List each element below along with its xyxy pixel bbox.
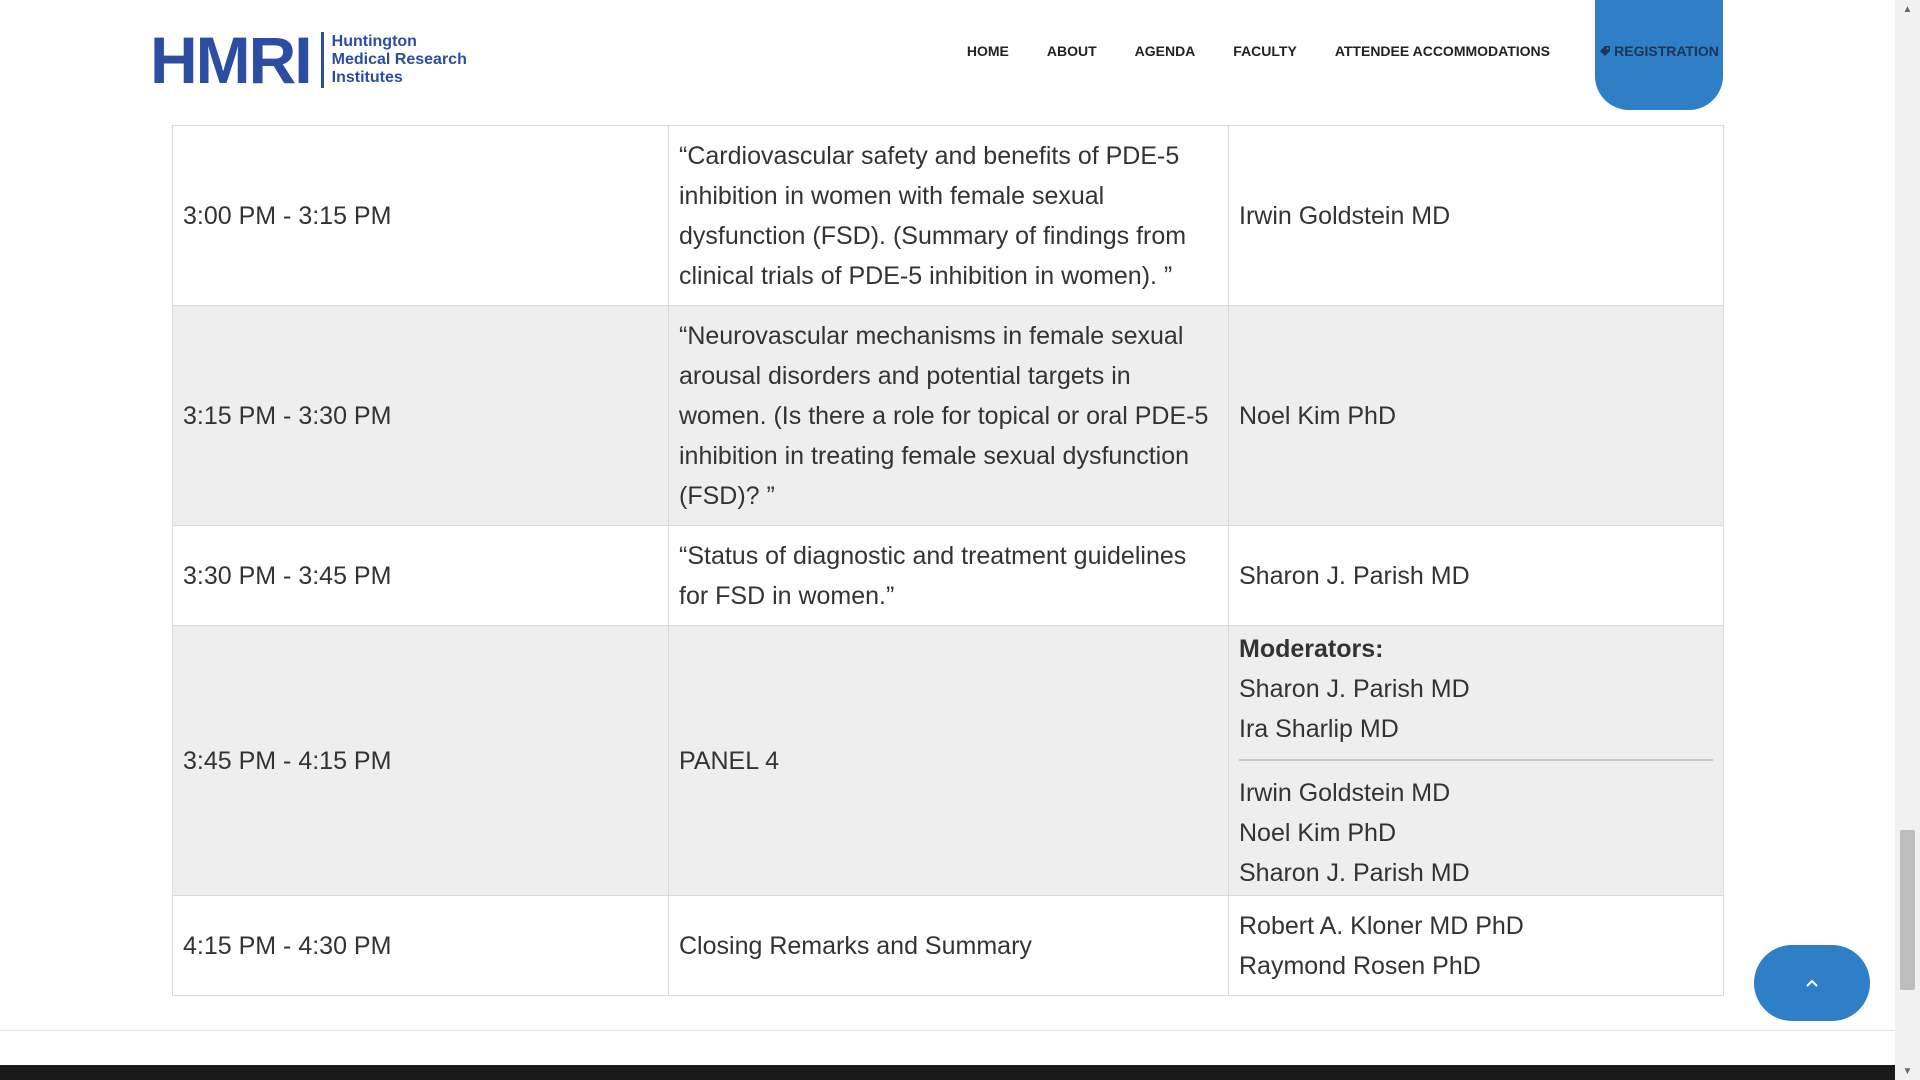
- session-time: 3:30 PM - 3:45 PM: [173, 526, 669, 626]
- session-time: 3:15 PM - 3:30 PM: [173, 306, 669, 526]
- agenda-table-wrapper: [172, 125, 1723, 996]
- back-to-top-button[interactable]: [1754, 945, 1870, 1021]
- scroll-down-arrow-icon[interactable]: ▼: [1902, 1065, 1913, 1077]
- logo-mark: HMRI: [150, 23, 311, 97]
- site-header: [0, 0, 1895, 125]
- moderators-heading: Moderators:: [1239, 634, 1384, 663]
- session-time: 4:15 PM - 4:30 PM: [173, 896, 669, 996]
- scrollbar-thumb[interactable]: [1900, 830, 1915, 990]
- registration-button-content: [1599, 43, 1719, 59]
- table-row: [173, 306, 1724, 526]
- panel-speakers: [1229, 626, 1724, 896]
- session-speaker: Irwin Goldstein MD: [1229, 126, 1724, 306]
- chevron-up-icon: [1805, 978, 1819, 988]
- nav-home[interactable]: HOME: [966, 43, 1009, 59]
- session-topic: Closing Remarks and Summary: [669, 896, 1229, 996]
- session-topic: “Status of diagnostic and treatment guidelines for FSD in women.”: [669, 526, 1229, 626]
- hmri-logo[interactable]: [150, 23, 467, 97]
- session-speaker: Noel Kim PhD: [1229, 306, 1724, 526]
- logo-divider: [321, 32, 324, 88]
- nav-faculty[interactable]: FACULTY: [1233, 43, 1297, 59]
- session-speaker: Sharon J. Parish MD: [1229, 526, 1724, 626]
- moderator-name: Sharon J. Parish MD: [1239, 674, 1470, 703]
- table-row: [173, 126, 1724, 306]
- panelist-name: Sharon J. Parish MD: [1239, 858, 1470, 887]
- agenda-table: [172, 125, 1724, 996]
- registration-label: REGISTRATION: [1614, 43, 1719, 59]
- content-divider: [0, 1030, 1895, 1031]
- nav-agenda[interactable]: AGENDA: [1134, 43, 1196, 59]
- table-row: [173, 526, 1724, 626]
- nav-attendee-accommodations[interactable]: ATTENDEE ACCOMMODATIONS: [1334, 43, 1550, 59]
- table-row: [173, 896, 1724, 996]
- logo-text: [332, 33, 467, 87]
- logo-line-1: Huntington: [331, 33, 417, 50]
- page-scrollbar[interactable]: [1895, 0, 1920, 1080]
- session-time: 3:00 PM - 3:15 PM: [173, 126, 669, 306]
- tag-icon: [1599, 45, 1611, 57]
- session-topic: “Cardiovascular safety and benefits of PDE-5 inhibition in women with female sexual dysfunction (FSD). (Summary of findings from clinical trials of PDE-5 inhibition in women). ”: [669, 126, 1229, 306]
- nav-about[interactable]: ABOUT: [1046, 43, 1097, 59]
- session-speakers: [1229, 896, 1724, 996]
- table-row: [173, 626, 1724, 896]
- moderators-divider: [1239, 759, 1713, 761]
- main-nav: [948, 42, 1569, 60]
- registration-button[interactable]: [1595, 0, 1723, 110]
- panelist-name: Irwin Goldstein MD: [1239, 778, 1451, 807]
- scroll-up-arrow-icon[interactable]: ▲: [1902, 3, 1913, 15]
- logo-line-3: Institutes: [331, 69, 403, 86]
- speaker-name: Robert A. Kloner MD PhD: [1239, 911, 1524, 940]
- session-topic: PANEL 4: [669, 626, 1229, 896]
- footer-bar: [0, 1065, 1895, 1080]
- speaker-name: Raymond Rosen PhD: [1239, 951, 1481, 980]
- logo-line-2: Medical Research: [331, 51, 467, 68]
- session-topic: “Neurovascular mechanisms in female sexual arousal disorders and potential targets in women. (Is there a role for topical or oral PDE-5 inhibition in treating female sexual dysfunction (FSD)? ”: [669, 306, 1229, 526]
- moderator-name: Ira Sharlip MD: [1239, 714, 1399, 743]
- panelist-name: Noel Kim PhD: [1239, 818, 1396, 847]
- session-time: 3:45 PM - 4:15 PM: [173, 626, 669, 896]
